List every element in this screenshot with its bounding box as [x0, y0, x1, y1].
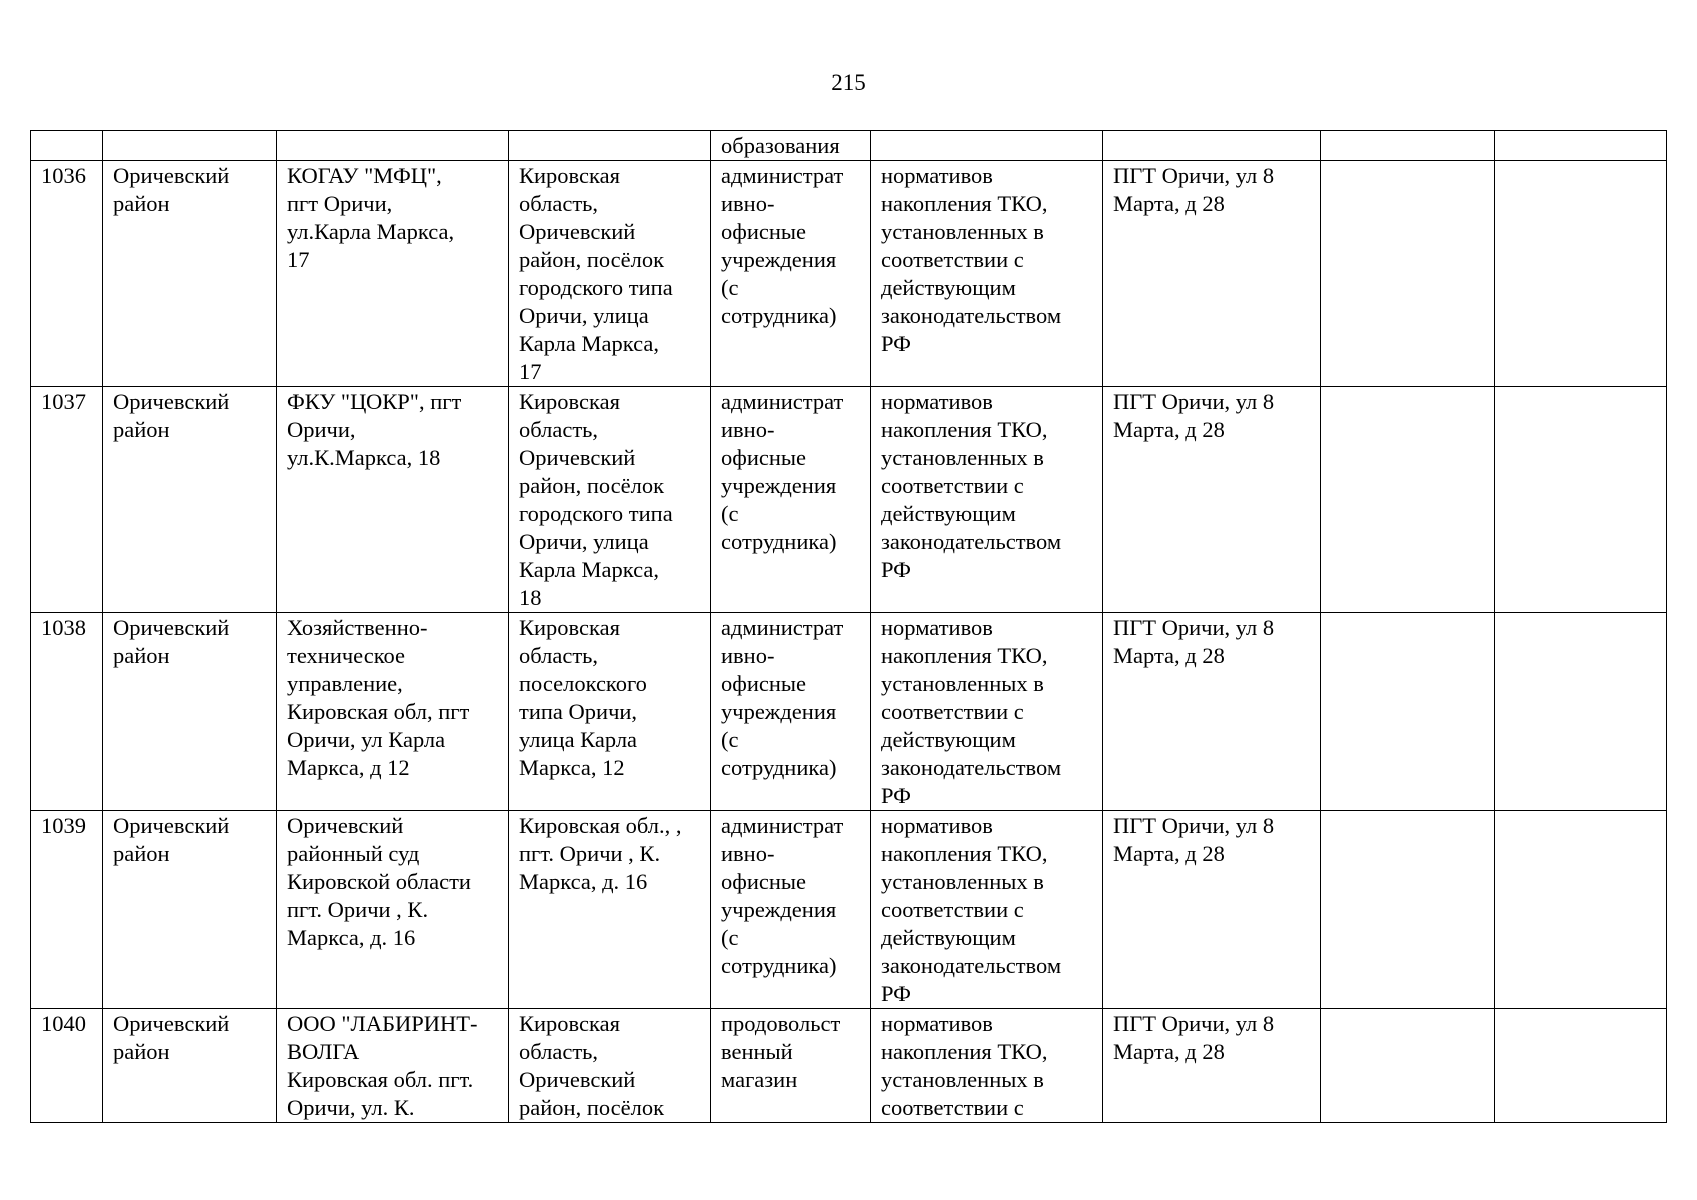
- cell-col9: [1495, 613, 1667, 811]
- cell-col8: [1321, 613, 1495, 811]
- cell-category: администрат ивно- офисные учреждения (с сотрудника): [711, 387, 871, 613]
- cell-site: ПГТ Оричи, ул 8 Марта, д 28: [1103, 1009, 1321, 1123]
- cell-category: образования: [711, 131, 871, 161]
- cell-col9: [1495, 1009, 1667, 1123]
- cell-col9: [1495, 387, 1667, 613]
- cell-number: 1039: [31, 811, 103, 1009]
- cell-norm: нормативов накопления ТКО, установленных в соответствии с действующим законодательством РФ: [871, 811, 1103, 1009]
- cell-number: 1040: [31, 1009, 103, 1123]
- cell-district: Оричевский район: [103, 811, 277, 1009]
- cell-norm: [871, 131, 1103, 161]
- table-row: [31, 161, 1667, 387]
- cell-col9: [1495, 161, 1667, 387]
- cell-col8: [1321, 1009, 1495, 1123]
- cell-organization: [277, 131, 509, 161]
- table-row: [31, 387, 1667, 613]
- cell-organization: ФКУ "ЦОКР", пгт Оричи, ул.К.Маркса, 18: [277, 387, 509, 613]
- cell-organization: КОГАУ "МФЦ", пгт Оричи, ул.Карла Маркса, 17: [277, 161, 509, 387]
- cell-district: [103, 131, 277, 161]
- cell-number: 1038: [31, 613, 103, 811]
- page-number: 215: [831, 70, 866, 95]
- cell-col9: [1495, 131, 1667, 161]
- cell-address: [509, 131, 711, 161]
- cell-norm: нормативов накопления ТКО, установленных в соответствии с: [871, 1009, 1103, 1123]
- cell-address: Кировская обл., , пгт. Оричи , К. Маркса, д. 16: [509, 811, 711, 1009]
- cell-col8: [1321, 811, 1495, 1009]
- cell-site: ПГТ Оричи, ул 8 Марта, д 28: [1103, 613, 1321, 811]
- cell-col8: [1321, 131, 1495, 161]
- cell-site: ПГТ Оричи, ул 8 Марта, д 28: [1103, 161, 1321, 387]
- cell-organization: Оричевский районный суд Кировской области пгт. Оричи , К. Маркса, д. 16: [277, 811, 509, 1009]
- cell-organization: ООО "ЛАБИРИНТ- ВОЛГА Кировская обл. пгт. Оричи, ул. К.: [277, 1009, 509, 1123]
- cell-col9: [1495, 811, 1667, 1009]
- cell-address: Кировская область, Оричевский район, посёлок городского типа Оричи, улица Карла Маркса, 18: [509, 387, 711, 613]
- cell-district: Оричевский район: [103, 613, 277, 811]
- cell-category: администрат ивно- офисные учреждения (с сотрудника): [711, 613, 871, 811]
- cell-category: администрат ивно- офисные учреждения (с сотрудника): [711, 161, 871, 387]
- cell-district: Оричевский район: [103, 387, 277, 613]
- cell-col8: [1321, 161, 1495, 387]
- cell-site: [1103, 131, 1321, 161]
- cell-organization: Хозяйственно- техническое управление, Кировская обл, пгт Оричи, ул Карла Маркса, д 12: [277, 613, 509, 811]
- cell-norm: нормативов накопления ТКО, установленных в соответствии с действующим законодательством РФ: [871, 387, 1103, 613]
- cell-category: администрат ивно- офисные учреждения (с сотрудника): [711, 811, 871, 1009]
- cell-category: продовольст венный магазин: [711, 1009, 871, 1123]
- cell-number: [31, 131, 103, 161]
- cell-norm: нормативов накопления ТКО, установленных в соответствии с действующим законодательством РФ: [871, 161, 1103, 387]
- cell-norm: нормативов накопления ТКО, установленных в соответствии с действующим законодательством РФ: [871, 613, 1103, 811]
- table-row: [31, 1009, 1667, 1123]
- registry-table: [30, 130, 1667, 1123]
- table-row: [31, 613, 1667, 811]
- cell-address: Кировская область, Оричевский район, посёлок: [509, 1009, 711, 1123]
- cell-number: 1037: [31, 387, 103, 613]
- table-row-continued: [31, 131, 1667, 161]
- cell-address: Кировская область, поселокского типа Оричи, улица Карла Маркса, 12: [509, 613, 711, 811]
- cell-site: ПГТ Оричи, ул 8 Марта, д 28: [1103, 387, 1321, 613]
- cell-address: Кировская область, Оричевский район, посёлок городского типа Оричи, улица Карла Маркса, 17: [509, 161, 711, 387]
- cell-number: 1036: [31, 161, 103, 387]
- cell-col8: [1321, 387, 1495, 613]
- cell-district: Оричевский район: [103, 1009, 277, 1123]
- cell-site: ПГТ Оричи, ул 8 Марта, д 28: [1103, 811, 1321, 1009]
- table-row: [31, 811, 1667, 1009]
- cell-district: Оричевский район: [103, 161, 277, 387]
